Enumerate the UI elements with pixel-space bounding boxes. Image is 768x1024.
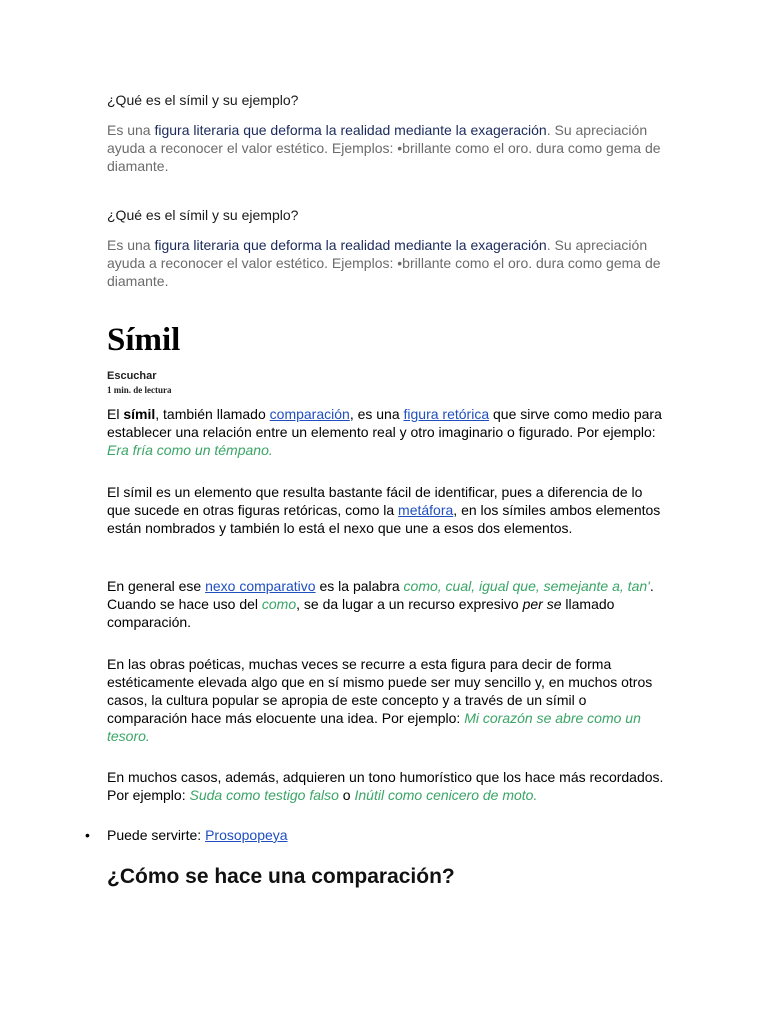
text: . Cuando se hace uso del	[107, 578, 654, 612]
faq-answer-1	[107, 121, 667, 175]
paragraph-4	[107, 655, 667, 745]
faq-question-2: ¿Qué es el símil y su ejemplo?	[107, 207, 299, 223]
text: En general ese	[107, 578, 206, 594]
paragraph-1	[107, 405, 667, 459]
related-list-item	[85, 826, 288, 844]
text: En las obras poéticas, muchas veces se recurre a esta figura para decir de forma estéticamente elevada algo que en sí mismo puede ser muy sencillo y, en muchos otros casos, la cultura popular se apropia de este concepto y a través de un símil o comparación hace más elocuente una idea. Por ejemplo:	[107, 656, 653, 726]
example-text: como	[261, 596, 297, 612]
link-comparacion[interactable]: comparación	[269, 406, 350, 422]
read-time: 1 min. de lectura	[107, 385, 172, 395]
paragraph-3	[107, 577, 667, 631]
example-text: Suda como testigo falso	[189, 787, 339, 803]
faq-answer-2	[107, 236, 667, 290]
example-text: Era fría como un témpano.	[107, 442, 273, 458]
answer-text: Es una	[107, 122, 155, 138]
answer-text: . Su apreciación ayuda a reconocer el valor estético. Ejemplos: •brillante como el oro. dura como gema de diamante.	[107, 237, 661, 289]
text: , se da lugar a un recurso expresivo	[296, 596, 523, 612]
text: llamado comparación.	[107, 596, 615, 630]
bold-term: símil	[123, 406, 156, 422]
text: o	[338, 787, 355, 803]
text: es la palabra	[315, 578, 404, 594]
related-label: Puede servirte:	[107, 827, 206, 843]
italic-term: per se	[522, 596, 562, 612]
text: , en los símiles ambos elementos están nombrados y también lo está el nexo que une a esos dos elementos.	[107, 502, 661, 536]
text: , también llamado	[155, 406, 270, 422]
text: , es una	[349, 406, 404, 422]
article-title: Símil	[107, 322, 181, 358]
answer-text: . Su apreciación ayuda a reconocer el valor estético. Ejemplos: •brillante como el oro. dura como gema de diamante.	[107, 122, 661, 174]
answer-highlight: figura literaria que deforma la realidad mediante la exageración	[154, 122, 547, 138]
link-metafora[interactable]: metáfora	[398, 502, 454, 518]
section-heading: ¿Cómo se hace una comparación?	[107, 865, 455, 888]
text: En muchos casos, además, adquieren un tono humorístico que los hace más recordados. Por ejemplo:	[107, 769, 664, 803]
answer-text: Es una	[107, 237, 155, 253]
text: El	[107, 406, 124, 422]
answer-highlight: figura literaria que deforma la realidad mediante la exageración	[154, 237, 547, 253]
example-text: Mi corazón se abre como un tesoro.	[107, 710, 641, 744]
link-prosopopeya[interactable]: Prosopopeya	[205, 827, 288, 843]
text: que sirve como medio para establecer una relación entre un elemento real y otro imaginario o figurado. Por ejemplo:	[107, 406, 662, 440]
faq-question-1: ¿Qué es el símil y su ejemplo?	[107, 92, 299, 108]
link-nexo-comparativo[interactable]: nexo comparativo	[205, 578, 316, 594]
text: El símil es un elemento que resulta bastante fácil de identificar, pues a diferencia de lo que sucede en otras figuras retóricas, como la	[107, 484, 643, 518]
example-text: como, cual, igual que, semejante a, tan'	[403, 578, 650, 594]
link-figura-retorica[interactable]: figura retórica	[403, 406, 490, 422]
listen-button[interactable]: Escuchar	[107, 370, 157, 382]
example-text: Inútil como cenicero de moto.	[354, 787, 538, 803]
paragraph-5	[107, 768, 667, 804]
paragraph-2	[107, 483, 667, 537]
bullet-icon: •	[85, 827, 90, 843]
